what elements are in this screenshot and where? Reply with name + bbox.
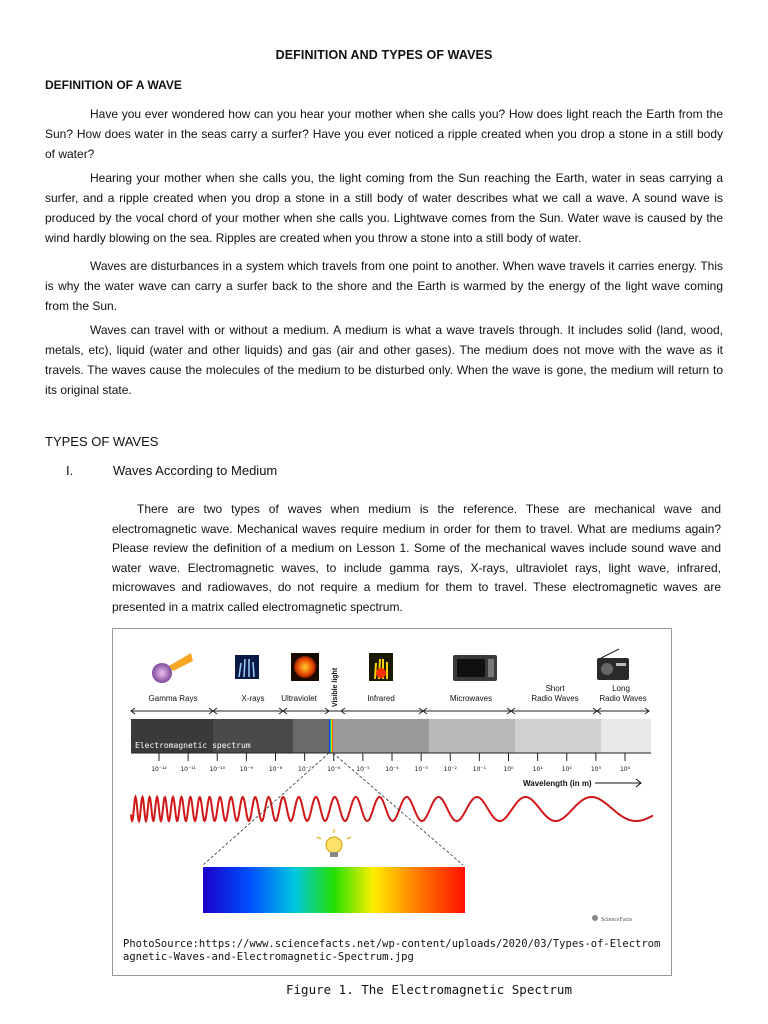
em-spectrum-diagram [113, 629, 671, 939]
spectrum-bar-label: Electromagnetic spectrum [135, 741, 251, 750]
em-wave-line [131, 797, 653, 821]
subsection-paragraph: There are two types of waves when medium is the reference. These are mechanical wave and electromagnetic wave. Mechanical waves require medium in order for them to travel. What are mediums again? Please review the definition of a medium on Lesson 1. Some of the mechanical waves include sound wave and water wave. Electromagnetic waves, to include gamma rays, X-rays, ultraviolet rays, light wave, infrared, microwaves and radiowaves, do not require a medium for them to travel. These electromagnetic waves are presented in a matrix called electromagnetic spectrum. [112, 502, 721, 614]
band-label-visible: Visible light [332, 667, 339, 707]
tick-label: 10⁰ [503, 766, 514, 773]
tick-label: 10⁻⁸ [268, 766, 283, 773]
paragraph-3: Waves are disturbances in a system which travels from one point to another. When wave travels it carries energy. This is why the water wave can carry a surfer back to the shore and the Earth is warmed by the energy of the light wave coming from the Sun. [45, 259, 723, 313]
band-label-long: Long [612, 684, 630, 693]
band-label-microwaves: Microwaves [449, 694, 493, 703]
band-label-short: Short [545, 684, 565, 693]
tick-label: 10⁻⁷ [298, 766, 312, 773]
tick-label: 10³ [590, 766, 601, 773]
paragraph-4: Waves can travel with or without a medium. A medium is what a wave travels through. It includes solid (land, wood, metals, etc), liquid (water and other liquids) and gas (air and other gases). The medium does not move with the wave as it travels. The waves cause the molecules of the medium to be disturbed only. When the wave is gone, the medium will return to its original state. [45, 323, 723, 397]
svg-text:ScienceFacts: ScienceFacts [601, 917, 633, 923]
tick-label: 10⁻¹⁰ [209, 766, 226, 773]
light-bulb-icon [317, 829, 351, 857]
paragraph-1: Have you ever wondered how can you hear your mother when she calls you? How does light reach the Earth from the Sun? How does water in the seas carry a surfer? Have you ever noticed a ripple created when you drop a stone in a still body of water? [45, 107, 723, 161]
tick-label: 10⁻¹¹ [180, 766, 196, 773]
wavelength-ticks [151, 753, 630, 773]
photo-source-text: PhotoSource:https://www.sciencefacts.net/wp-content/uploads/2020/03/Types-of-Electromagnetic-Waves-and-Electromagnetic-Spectrum.jpg [123, 938, 661, 963]
band-label-short-radio: Radio Waves [531, 694, 579, 703]
axis-arrow-icon [595, 779, 641, 787]
tick-label: 10⁻¹ [472, 766, 486, 773]
tick-label: 10² [561, 766, 572, 773]
band-label-infrared: Infrared [367, 694, 395, 703]
xray-hand-icon [235, 655, 259, 679]
section-heading-types: TYPES OF WAVES [45, 434, 159, 449]
tick-label: 10⁻² [443, 766, 457, 773]
visible-spectrum-gradient [203, 867, 465, 913]
paragraph-2: Hearing your mother when she calls you, the light coming from the Sun reaching the Earth, water in seas carrying a surfer, and a ripple created when you drop a stone in a still body of water describes what we call a wave. A sound wave is produced by the vocal chord of your mother when she calls you. Lightwave comes from the Sun. Water wave is caused by the wind hardly blowing on the sea. Ripples are created when you throw a stone into a still body of water. [45, 171, 723, 245]
document-title: DEFINITION AND TYPES OF WAVES [275, 48, 493, 62]
subsection-title: Waves According to Medium [113, 463, 278, 478]
tick-label: 10⁻³ [414, 766, 428, 773]
ultraviolet-sun-icon [291, 653, 319, 681]
tick-label: 10⁻⁶ [327, 766, 341, 773]
tick-label: 10¹ [532, 766, 543, 773]
band-label-gamma: Gamma Rays [148, 694, 198, 703]
radio-icon [597, 649, 629, 680]
band-label-long-radio: Radio Waves [599, 694, 647, 703]
figure-caption: Figure 1. The Electromagnetic Spectrum [286, 982, 572, 997]
band-label-ultraviolet: Ultraviolet [281, 694, 317, 703]
gamma-ray-icon [152, 653, 193, 683]
band-range-arrows [131, 708, 649, 714]
subsection-number: I. [66, 463, 74, 478]
tick-label: 10⁻¹² [151, 766, 167, 773]
band-label-xrays: X-rays [241, 694, 265, 703]
axis-label-wavelength: Wavelength (in m) [523, 779, 592, 788]
tick-label: 10⁻⁹ [239, 766, 253, 773]
subsection-heading [66, 463, 277, 478]
sciencefacts-logo [592, 915, 633, 923]
infrared-hand-icon [369, 653, 393, 681]
tick-label: 10⁻⁴ [385, 766, 399, 773]
tick-label: 10⁴ [619, 766, 631, 773]
tick-label: 10⁻⁵ [356, 766, 370, 773]
microwave-oven-icon [453, 655, 497, 681]
em-spectrum-figure [112, 628, 672, 976]
section-heading-definition: DEFINITION OF A WAVE [45, 78, 182, 92]
